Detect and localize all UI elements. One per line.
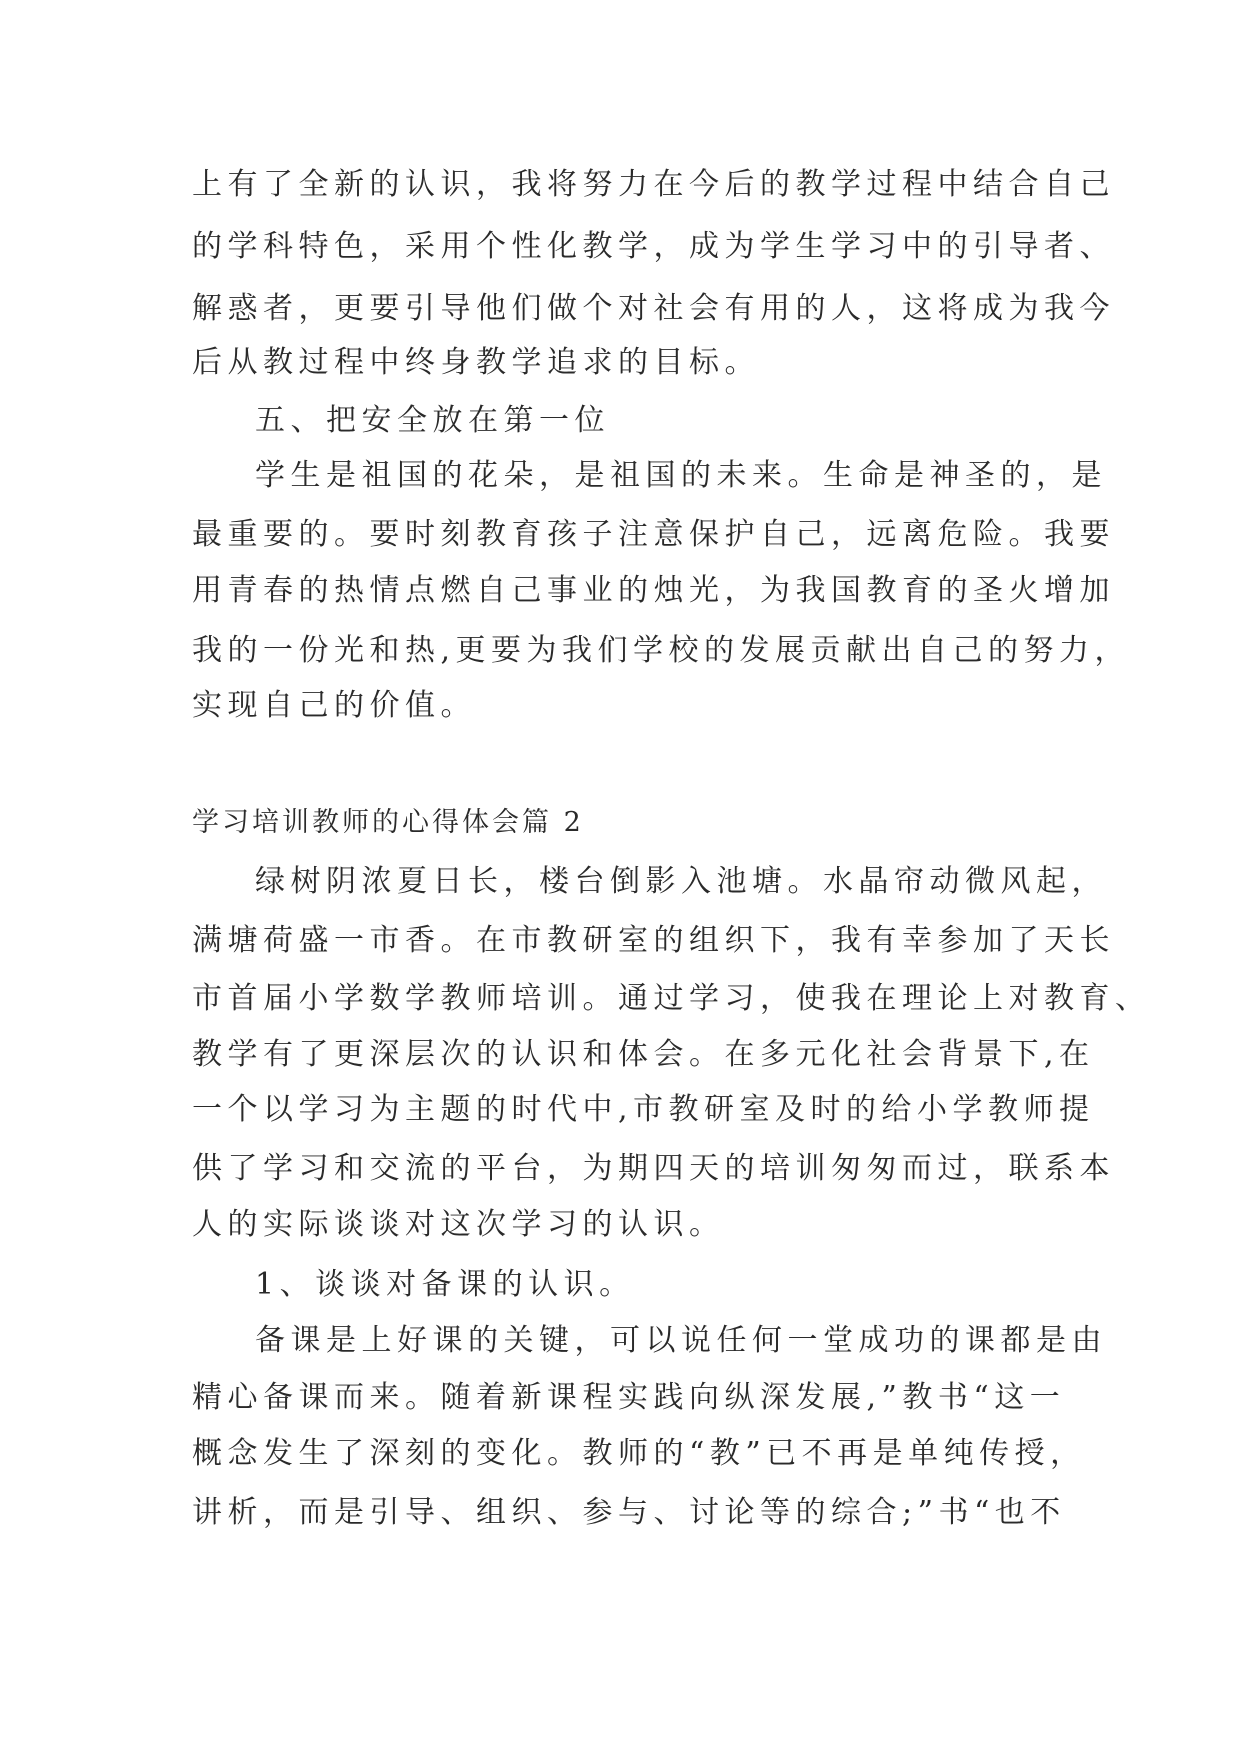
article-title: 学习培训教师的心得体会篇 2 [192,807,584,838]
paragraph-line: 的学科特色，采用个性化教学，成为学生学习中的引导者、 [192,229,1115,264]
paragraph-line: 概念发生了深刻的变化。教师的“教”已不再是单纯传授， [192,1436,1086,1471]
paragraph-line: 市首届小学数学教师培训。通过学习，使我在理论上对教育、 [192,981,1151,1016]
paragraph-line: 满塘荷盛一市香。在市教研室的组织下，我有幸参加了天长 [192,923,1115,958]
paragraph-line: 教学有了更深层次的认识和体会。在多元化社会背景下,在 [192,1037,1095,1072]
paragraph-line: 备课是上好课的关键，可以说任何一堂成功的课都是由 [255,1323,1107,1358]
paragraph-line: 解惑者，更要引导他们做个对社会有用的人，这将成为我今 [192,291,1115,326]
paragraph-line: 上有了全新的认识，我将努力在今后的教学过程中结合自己 [192,167,1115,202]
paragraph-line: 实现自己的价值。 [192,688,476,723]
paragraph-line: 供了学习和交流的平台，为期四天的培训匆匆而过，联系本 [192,1151,1115,1186]
paragraph-line: 学生是祖国的花朵，是祖国的未来。生命是神圣的，是 [255,458,1107,493]
section-heading: 五、把安全放在第一位 [255,403,610,438]
paragraph-line: 精心备课而来。随着新课程实践向纵深发展,”教书“这一 [192,1380,1066,1415]
paragraph-line: 人的实际谈谈对这次学习的认识。 [192,1207,725,1242]
paragraph-line: 我的一份光和热,更要为我们学校的发展贡献出自己的努力， [192,633,1131,668]
paragraph-line: 一个以学习为主题的时代中,市教研室及时的给小学教师提 [192,1092,1095,1127]
paragraph-line: 讲析，而是引导、组织、参与、讨论等的综合;”书“也不 [192,1495,1066,1530]
paragraph-line: 后从教过程中终身教学追求的目标。 [192,345,760,380]
paragraph-line: 最重要的。要时刻教育孩子注意保护自己，远离危险。我要 [192,517,1115,552]
paragraph-line: 用青春的热情点燃自己事业的烛光，为我国教育的圣火增加 [192,573,1115,608]
section-heading: 1、谈谈对备课的认识。 [255,1267,635,1302]
paragraph-line: 绿树阴浓夏日长，楼台倒影入池塘。水晶帘动微风起， [255,864,1107,899]
